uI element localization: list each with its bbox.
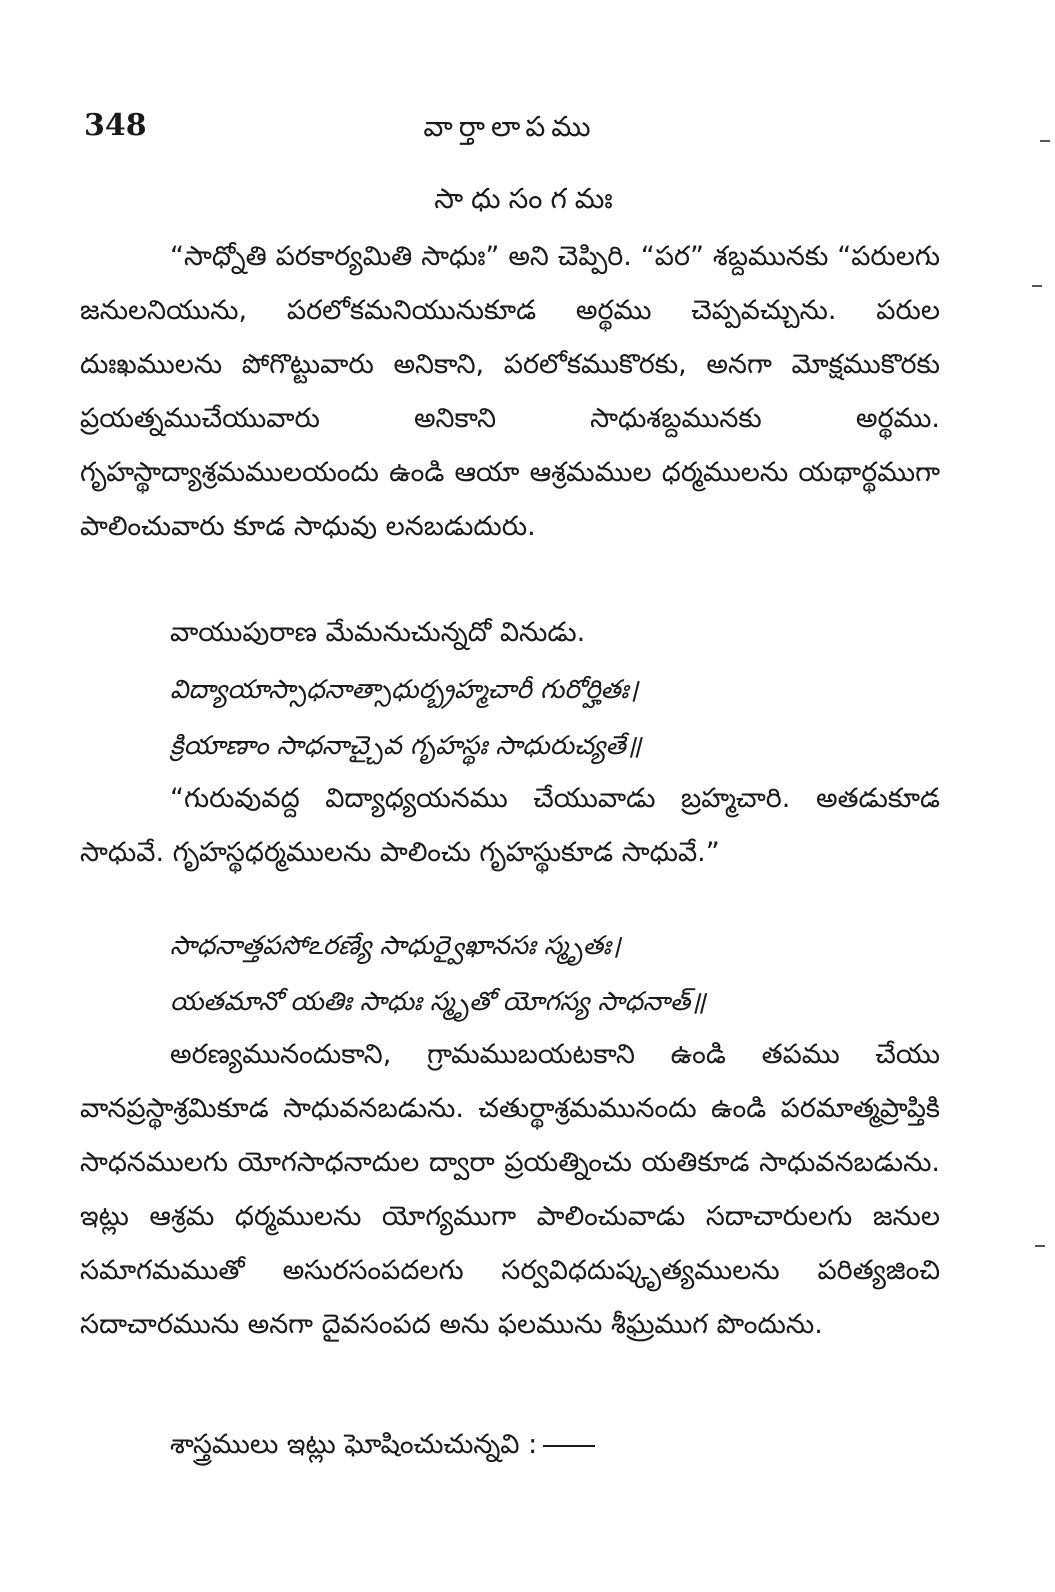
sanskrit-verse-2	[170, 918, 930, 1030]
paragraph-text: “సాధ్నోతి పరకార్యమితి సాధుః” అని చెప్పిరి. “పర” శబ్దమునకు “పరులగు జనులనియును, పరలోకమనియునుకూడ అర్థము చెప్పవచ్చును. పరుల దుఃఖములను పోగొట్టువారు అనికాని, పరలోకముకొరకు, అనగా మోక్షముకొరకు ప్రయత్నముచేయువారు అనికాని సాధుశబ్దమునకు అర్థము. గృహస్థాద్యాశ్రమములయందు ఉండి ఆయా ఆశ్రమముల ధర్మములను యథార్థముగా పాలించువారు కూడ సాధువు లనబడుదురు.	[80, 241, 940, 542]
em-dash-rule	[543, 1445, 595, 1447]
page-number: 348	[84, 108, 147, 143]
paragraph-text: వాయుపురాణ మేమనుచున్నదో వినుడు.	[170, 617, 586, 648]
paragraph-definition	[80, 230, 940, 554]
paragraph-text-span: శాస్త్రములు ఇట్లు ఘోషించుచున్నవి :	[170, 1429, 538, 1460]
section-title: సాధుసంగమః	[434, 182, 621, 215]
paragraph-vayu-purana	[170, 606, 930, 660]
verse-line: క్రియాణాం సాధనాచ్చైవ గృహస్థః సాధురుచ్యతే॥	[170, 731, 642, 761]
scan-edge-mark	[1040, 140, 1050, 142]
verse-line: యతమానో యతిః సాధుః స్మృతో యోగస్య సాధనాత్॥	[170, 987, 706, 1017]
verse-line: సాధనాత్తపసోఽరణ్యే సాధుర్వైఖానసః స్మృతః।	[170, 931, 621, 961]
running-title: వార్తాలాపము	[423, 110, 597, 143]
scan-edge-mark	[1035, 1245, 1045, 1247]
paragraph-verse-2-meaning	[80, 1028, 940, 1352]
paragraph-text: “గురువువద్ద విద్యాధ్యయనము చేయువాడు బ్రహ్మచారి. అతడుకూడ సాధువే. గృహస్థధర్మములను పాలించు గృహస్థుకూడ సాధువే.”	[80, 783, 940, 868]
paragraph-shastras	[170, 1418, 930, 1472]
sanskrit-verse-1	[170, 662, 930, 774]
page-header	[80, 108, 940, 158]
paragraph-text: అరణ్యమునందుకాని, గ్రామముబయటకాని ఉండి తపము చేయు వానప్రస్థాశ్రమికూడ సాధువనబడును. చతుర్థాశ్రమమునందు ఉండి పరమాత్మప్రాప్తికి సాధనములగు యోగసాధనాదుల ద్వారా ప్రయత్నించు యతికూడ సాధువనబడును. ఇట్లు ఆశ్రమ ధర్మములను యోగ్యముగా పాలించువాడు సదాచారులగు జనుల సమాగమముతో అసురసంపదలగు సర్వవిధదుష్కృత్యములను పరిత్యజించి సదాచారమును అనగా దైవసంపద అను ఫలమును శీఘ్రముగ పొందును.	[80, 1039, 940, 1340]
verse-line: విద్యాయాస్సాధనాత్సాధుర్బ్రహ్మచారీ గురోర్హితః।	[170, 675, 639, 705]
scan-edge-mark	[1032, 285, 1042, 287]
paragraph-verse-1-meaning	[80, 772, 940, 880]
paragraph-text	[170, 1418, 930, 1472]
